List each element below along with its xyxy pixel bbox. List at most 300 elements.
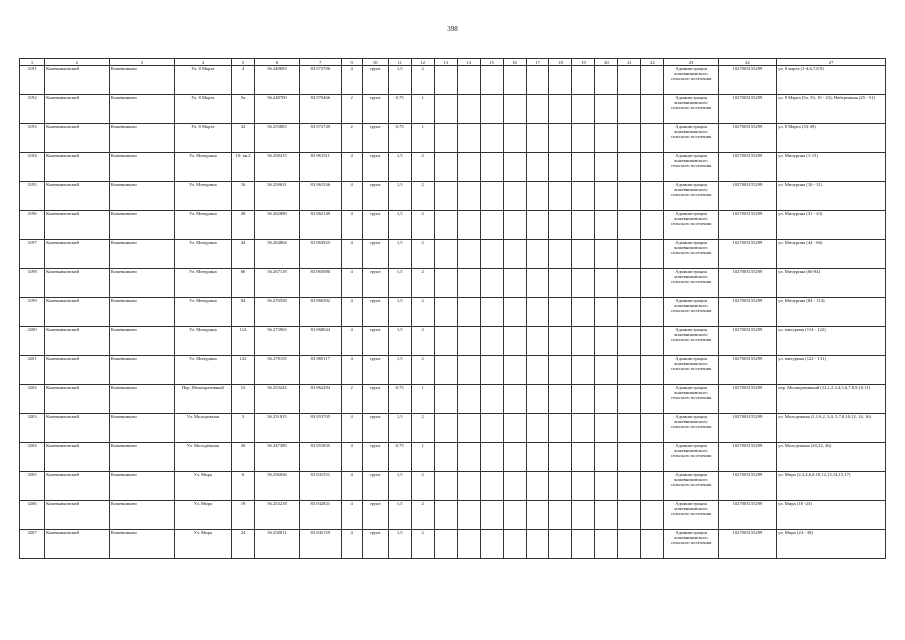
district-cell: Кожевниковский (45, 298, 110, 327)
container-count-cell: 1 (411, 385, 434, 414)
page-number: 398 (447, 25, 458, 33)
empty-cell (595, 240, 618, 269)
latitude-cell: 56.247389 (255, 443, 300, 472)
column-header: 11 (388, 59, 411, 66)
empty-cell (618, 530, 641, 559)
ogrn-cell: 1027003155299 (718, 327, 776, 356)
owner-cell: Администрация кожевниковского сельского поселения (664, 182, 718, 211)
ogrn-cell: 1027003155299 (718, 443, 776, 472)
house-cell: 84 (232, 298, 255, 327)
longitude-cell: 83.961536 (299, 182, 341, 211)
settlement-cell: Кожевниково (109, 66, 174, 95)
longitude-cell: 83.942821 (299, 501, 341, 530)
empty-cell (457, 327, 480, 356)
empty-cell (549, 414, 572, 443)
empty-cell (572, 66, 595, 95)
table-row (20, 182, 886, 211)
empty-cell (572, 95, 595, 124)
empty-cell (595, 414, 618, 443)
empty-cell (641, 443, 664, 472)
district-cell: Кожевниковский (45, 443, 110, 472)
served-addresses-cell: ул. Молодежная (1,1А,2, 3,4, 5,7,8,10,12, 14, 16) (777, 414, 886, 443)
district-cell: Кожевниковский (45, 414, 110, 443)
empty-cell (434, 443, 457, 472)
surface-cell: грунт (362, 182, 388, 211)
empty-cell (503, 298, 526, 327)
street-cell: Ул. Мира (174, 472, 231, 501)
longitude-cell: 83.961511 (299, 153, 341, 182)
empty-cell (549, 269, 572, 298)
latitude-cell: 56.253883 (255, 124, 300, 153)
empty-cell (480, 240, 503, 269)
empty-cell (503, 327, 526, 356)
empty-cell (503, 240, 526, 269)
empty-cell (595, 443, 618, 472)
empty-cell (618, 327, 641, 356)
empty-cell (503, 153, 526, 182)
served-addresses-cell: ул. мичурина (122 - 131) (777, 356, 886, 385)
row-number: 3201 (20, 356, 45, 385)
container-count-cell: 2 (411, 472, 434, 501)
empty-cell (595, 269, 618, 298)
table-row (20, 327, 886, 356)
ogrn-cell: 1027003155299 (718, 472, 776, 501)
volume-cell: 1,5 (388, 153, 411, 182)
column-header: 4 (174, 59, 231, 66)
row-number: 3191 (20, 66, 45, 95)
latitude-cell: 56.264804 (255, 240, 300, 269)
empty-cell (434, 211, 457, 240)
table-row (20, 66, 886, 95)
empty-cell (641, 472, 664, 501)
served-addresses-cell: ул. Мира (18 -23) (777, 501, 886, 530)
empty-cell (641, 124, 664, 153)
settlement-cell: Кожевниково (109, 269, 174, 298)
table-row (20, 153, 886, 182)
street-cell: Пер. Мелиоративный (174, 385, 231, 414)
empty-cell (526, 530, 549, 559)
volume-cell: 1,5 (388, 530, 411, 559)
house-cell: 16 (232, 182, 255, 211)
surface-cell: грунт (362, 443, 388, 472)
empty-cell (480, 385, 503, 414)
empty-cell (572, 501, 595, 530)
district-cell: Кожевниковский (45, 472, 110, 501)
empty-cell (480, 327, 503, 356)
settlement-cell: Кожевниково (109, 211, 174, 240)
column-header: 5 (232, 59, 255, 66)
latitude-cell: 56.248700 (255, 95, 300, 124)
street-cell: Ул. Мира (174, 530, 231, 559)
empty-cell (595, 298, 618, 327)
table-row (20, 501, 886, 530)
table-row (20, 472, 886, 501)
empty-cell (526, 240, 549, 269)
served-addresses-cell: пер. Мелиоративный (12,1,2,3,4,5,6,7,8,9,10,11) (777, 385, 886, 414)
table-row (20, 211, 886, 240)
empty-cell (434, 414, 457, 443)
column-header: 3 (109, 59, 174, 66)
empty-cell (549, 385, 572, 414)
empty-cell (549, 95, 572, 124)
street-cell: Ул. Мичурина (174, 298, 231, 327)
empty-cell (549, 153, 572, 182)
column-header: 13 (434, 59, 457, 66)
empty-cell (572, 530, 595, 559)
street-cell: Ул. Мичурина (174, 327, 231, 356)
longitude-cell: 83.965080 (299, 269, 341, 298)
empty-cell (480, 530, 503, 559)
empty-cell (526, 356, 549, 385)
settlement-cell: Кожевниково (109, 153, 174, 182)
container-count-cell: 1 (411, 95, 434, 124)
volume-cell: 1,5 (388, 240, 411, 269)
area-cell: 4 (341, 501, 362, 530)
empty-cell (549, 182, 572, 211)
empty-cell (480, 356, 503, 385)
empty-cell (641, 327, 664, 356)
empty-cell (549, 501, 572, 530)
street-cell: Ул. Молодёжная (174, 414, 231, 443)
column-header: 21 (618, 59, 641, 66)
empty-cell (595, 501, 618, 530)
empty-cell (457, 472, 480, 501)
empty-cell (572, 240, 595, 269)
longitude-cell: 83.941551 (299, 472, 341, 501)
empty-cell (434, 385, 457, 414)
longitude-cell: 83.962294 (299, 385, 341, 414)
empty-cell (480, 153, 503, 182)
row-number: 3205 (20, 472, 45, 501)
table-row (20, 298, 886, 327)
empty-cell (641, 298, 664, 327)
empty-cell (572, 182, 595, 211)
longitude-cell: 83.945159 (299, 530, 341, 559)
row-number: 3206 (20, 501, 45, 530)
owner-cell: Администрация кожевниковского сельского поселения (664, 124, 718, 153)
empty-cell (549, 240, 572, 269)
district-cell: Кожевниковский (45, 153, 110, 182)
table-row (20, 356, 886, 385)
empty-cell (595, 327, 618, 356)
surface-cell: грунт (362, 298, 388, 327)
empty-cell (480, 95, 503, 124)
district-cell: Кожевниковский (45, 182, 110, 211)
ogrn-cell: 1027003155299 (718, 269, 776, 298)
table-row (20, 443, 886, 472)
area-cell: 4 (341, 356, 362, 385)
surface-cell: грунт (362, 66, 388, 95)
latitude-cell: 56.262890 (255, 211, 300, 240)
owner-cell: Администрация кожевниковского сельского поселения (664, 95, 718, 124)
district-cell: Кожевниковский (45, 269, 110, 298)
empty-cell (503, 269, 526, 298)
empty-cell (503, 211, 526, 240)
settlement-cell: Кожевниково (109, 472, 174, 501)
longitude-cell: 83.970466 (299, 95, 341, 124)
container-count-cell: 2 (411, 182, 434, 211)
column-header: 12 (411, 59, 434, 66)
served-addresses-cell: ул. 8 Марта (5а, 5б, 10 - 23); Набережная (25 - 51) (777, 95, 886, 124)
column-header: 24 (718, 59, 776, 66)
empty-cell (503, 530, 526, 559)
empty-cell (434, 153, 457, 182)
column-header: 23 (664, 59, 718, 66)
container-count-cell: 2 (411, 501, 434, 530)
owner-cell: Администрация кожевниковского сельского поселения (664, 414, 718, 443)
house-cell: 3 (232, 414, 255, 443)
street-cell: Ул. 8 Марта (174, 124, 231, 153)
column-header: 6 (255, 59, 300, 66)
owner-cell: Администрация кожевниковского сельского поселения (664, 356, 718, 385)
house-cell: 10- кв.2 (232, 153, 255, 182)
area-cell: 4 (341, 66, 362, 95)
served-addresses-cell: ул. Мичурина (16 - 31) (777, 182, 886, 211)
container-count-cell: 2 (411, 327, 434, 356)
served-addresses-cell: ул. 8 Марта (33-49) (777, 124, 886, 153)
empty-cell (618, 269, 641, 298)
empty-cell (480, 124, 503, 153)
served-addresses-cell: ул. Мичурина (66-84) (777, 269, 886, 298)
empty-cell (595, 182, 618, 211)
table-row (20, 240, 886, 269)
empty-cell (641, 269, 664, 298)
latitude-cell: 56.273963 (255, 327, 300, 356)
surface-cell: грунт (362, 530, 388, 559)
volume-cell: 1,5 (388, 66, 411, 95)
row-number: 3199 (20, 298, 45, 327)
volume-cell: 0,75 (388, 124, 411, 153)
empty-cell (618, 182, 641, 211)
empty-cell (526, 153, 549, 182)
empty-cell (480, 501, 503, 530)
empty-cell (480, 414, 503, 443)
empty-cell (526, 414, 549, 443)
served-addresses-cell: ул. Мичурина (31 - 43) (777, 211, 886, 240)
served-addresses-cell: ул. Мичурина (44 - 66) (777, 240, 886, 269)
owner-cell: Администрация кожевниковского сельского поселения (664, 269, 718, 298)
empty-cell (503, 501, 526, 530)
volume-cell: 1,5 (388, 269, 411, 298)
table-row (20, 414, 886, 443)
house-cell: 32 (232, 124, 255, 153)
empty-cell (457, 95, 480, 124)
served-addresses-cell: ул. Мичурина (84 - 114) (777, 298, 886, 327)
ogrn-cell: 1027003155299 (718, 124, 776, 153)
empty-cell (595, 530, 618, 559)
empty-cell (641, 66, 664, 95)
empty-cell (434, 269, 457, 298)
settlement-cell: Кожевниково (109, 414, 174, 443)
column-header: 7 (299, 59, 341, 66)
settlement-cell: Кожевниково (109, 385, 174, 414)
empty-cell (549, 124, 572, 153)
area-cell: 4 (341, 153, 362, 182)
empty-cell (618, 298, 641, 327)
empty-cell (480, 298, 503, 327)
empty-cell (480, 182, 503, 211)
table-row (20, 269, 886, 298)
ogrn-cell: 1027003155299 (718, 66, 776, 95)
container-count-cell: 2 (411, 211, 434, 240)
ogrn-cell: 1027003155299 (718, 240, 776, 269)
empty-cell (457, 240, 480, 269)
empty-cell (434, 298, 457, 327)
longitude-cell: 83.966392 (299, 298, 341, 327)
street-cell: Ул. Мичурина (174, 240, 231, 269)
container-count-cell: 2 (411, 356, 434, 385)
served-addresses-cell: ул. Молодежная (20,22, 26) (777, 443, 886, 472)
column-header: 17 (526, 59, 549, 66)
empty-cell (549, 530, 572, 559)
empty-cell (434, 124, 457, 153)
settlement-cell: Кожевниково (109, 240, 174, 269)
empty-cell (618, 66, 641, 95)
empty-cell (526, 443, 549, 472)
empty-cell (526, 182, 549, 211)
empty-cell (457, 124, 480, 153)
longitude-cell: 83.972706 (299, 66, 341, 95)
settlement-cell: Кожевниково (109, 356, 174, 385)
latitude-cell: 56.267118 (255, 269, 300, 298)
owner-cell: Администрация кожевниковского сельского поселения (664, 501, 718, 530)
longitude-cell: 83.969117 (299, 356, 341, 385)
empty-cell (618, 414, 641, 443)
settlement-cell: Кожевниково (109, 182, 174, 211)
empty-cell (457, 66, 480, 95)
empty-cell (480, 443, 503, 472)
latitude-cell: 56.270558 (255, 298, 300, 327)
district-cell: Кожевниковский (45, 124, 110, 153)
surface-cell: грунт (362, 385, 388, 414)
ogrn-cell: 1027003155299 (718, 414, 776, 443)
surface-cell: грунт (362, 414, 388, 443)
empty-cell (641, 211, 664, 240)
empty-cell (641, 153, 664, 182)
ogrn-cell: 1027003155299 (718, 530, 776, 559)
container-count-cell: 1 (411, 124, 434, 153)
area-cell: 4 (341, 472, 362, 501)
street-cell: Ул. Мичурина (174, 182, 231, 211)
empty-cell (549, 443, 572, 472)
volume-cell: 0,75 (388, 385, 411, 414)
empty-cell (480, 211, 503, 240)
street-cell: Ул. Мичурина (174, 153, 231, 182)
settlement-cell: Кожевниково (109, 298, 174, 327)
longitude-cell: 83.953705 (299, 414, 341, 443)
latitude-cell: 56.249693 (255, 66, 300, 95)
empty-cell (457, 501, 480, 530)
empty-cell (526, 298, 549, 327)
empty-cell (618, 95, 641, 124)
column-header: 16 (503, 59, 526, 66)
empty-cell (618, 211, 641, 240)
empty-cell (503, 356, 526, 385)
column-header: 1 (20, 59, 45, 66)
district-cell: Кожевниковский (45, 211, 110, 240)
empty-cell (572, 124, 595, 153)
table-row (20, 385, 886, 414)
surface-cell: грунт (362, 240, 388, 269)
latitude-cell: 56.250811 (255, 530, 300, 559)
longitude-cell: 83.968044 (299, 327, 341, 356)
volume-cell: 1,5 (388, 501, 411, 530)
latitude-cell: 56.254218 (255, 501, 300, 530)
empty-cell (549, 472, 572, 501)
empty-cell (503, 182, 526, 211)
empty-cell (572, 211, 595, 240)
table-row (20, 124, 886, 153)
container-count-cell: 2 (411, 414, 434, 443)
empty-cell (618, 385, 641, 414)
empty-cell (618, 240, 641, 269)
area-cell: 2 (341, 124, 362, 153)
empty-cell (480, 66, 503, 95)
owner-cell: Администрация кожевниковского сельского поселения (664, 443, 718, 472)
latitude-cell: 56.259631 (255, 182, 300, 211)
settlement-cell: Кожевниково (109, 124, 174, 153)
row-number: 3204 (20, 443, 45, 472)
house-cell: 20 (232, 443, 255, 472)
empty-cell (457, 153, 480, 182)
house-cell: 122 (232, 356, 255, 385)
house-cell: 44 (232, 240, 255, 269)
empty-cell (618, 472, 641, 501)
owner-cell: Администрация кожевниковского сельского поселения (664, 385, 718, 414)
empty-cell (572, 414, 595, 443)
column-header: 2 (45, 59, 110, 66)
empty-cell (503, 414, 526, 443)
house-cell: 12 (232, 385, 255, 414)
owner-cell: Администрация кожевниковского сельского поселения (664, 298, 718, 327)
area-cell: 4 (341, 327, 362, 356)
empty-cell (595, 66, 618, 95)
empty-cell (457, 530, 480, 559)
header-row (20, 59, 886, 66)
served-addresses-cell: ул. Мира (24 - 38) (777, 530, 886, 559)
served-addresses-cell: ул. мичурина (114 - 122) (777, 327, 886, 356)
area-cell: 4 (341, 414, 362, 443)
empty-cell (480, 269, 503, 298)
table-row (20, 530, 886, 559)
district-cell: Кожевниковский (45, 240, 110, 269)
column-header: 18 (549, 59, 572, 66)
served-addresses-cell: ул. 8 марта (1-4,6,7,8,9) (777, 66, 886, 95)
empty-cell (641, 530, 664, 559)
street-cell: Ул. Мичурина (174, 211, 231, 240)
house-cell: 114 (232, 327, 255, 356)
row-number: 3193 (20, 124, 45, 153)
column-header: 15 (480, 59, 503, 66)
empty-cell (434, 66, 457, 95)
area-cell: 4 (341, 298, 362, 327)
surface-cell: грунт (362, 124, 388, 153)
empty-cell (526, 66, 549, 95)
row-number: 3192 (20, 95, 45, 124)
surface-cell: грунт (362, 501, 388, 530)
row-number: 3198 (20, 269, 45, 298)
street-cell: Ул. Мичурина (174, 269, 231, 298)
row-number: 3196 (20, 211, 45, 240)
row-number: 3195 (20, 182, 45, 211)
container-count-cell: 2 (411, 240, 434, 269)
ogrn-cell: 1027003155299 (718, 182, 776, 211)
owner-cell: Администрация кожевниковского сельского поселения (664, 327, 718, 356)
container-count-cell: 2 (411, 153, 434, 182)
surface-cell: грунт (362, 327, 388, 356)
house-cell: 66 (232, 269, 255, 298)
empty-cell (457, 211, 480, 240)
